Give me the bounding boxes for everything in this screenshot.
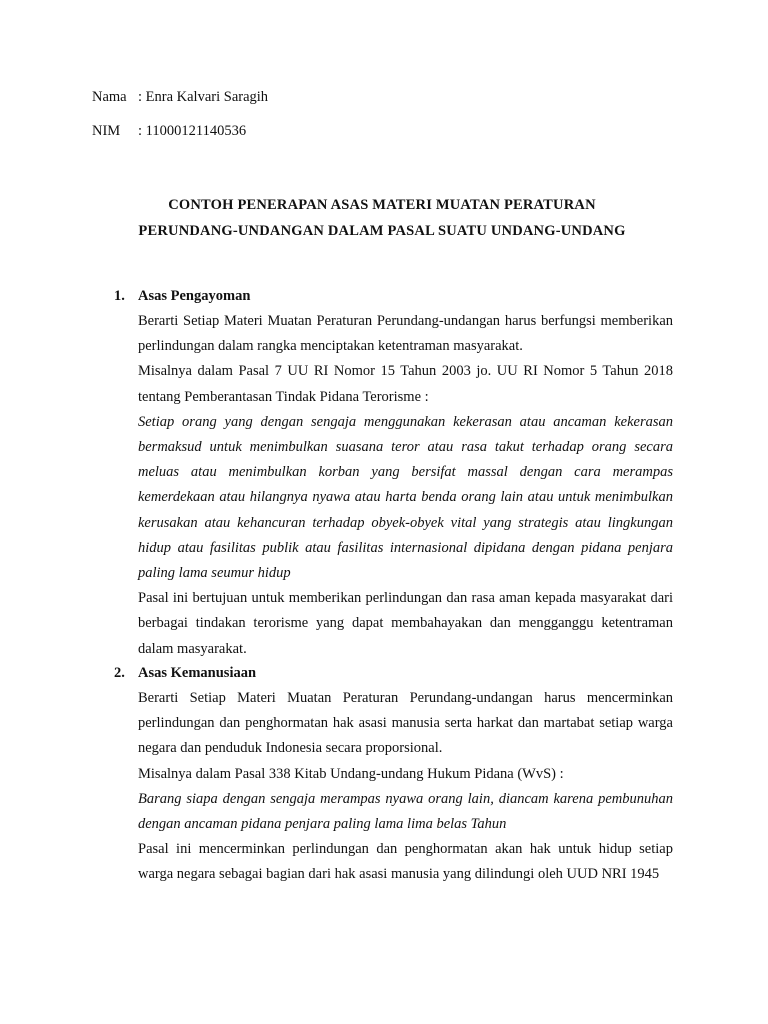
student-nim-row xyxy=(92,122,246,140)
section-asas-pengayoman xyxy=(114,284,673,662)
nim-value: : 11000121140536 xyxy=(138,123,247,139)
section-quote: Barang siapa dengan sengaja merampas nyawa orang lain, diancam karena pembunuhan dengan ancaman pidana penjara paling lama lima belas Tahun xyxy=(138,790,673,833)
section-example-intro: Misalnya dalam Pasal 7 UU RI Nomor 15 Tahun 2003 jo. UU RI Nomor 5 Tahun 2018 tentang Pemberantasan Tindak Pidana Terorisme : xyxy=(138,363,673,405)
section-quote: Setiap orang yang dengan sengaja menggunakan kekerasan atau ancaman kekerasan bermaksud untuk menimbulkan suasana teror atau rasa takut terhadap orang secara meluas atau menimbulkan korban yang bersifat massal dengan cara merampas kemerdekaan atau hilangnya nyawa atau harta benda orang lain atau untuk menimbulkan kerusakan atau kehancuran terhadap obyek-obyek vital yang strategis atau lingkungan hidup atau fasilitas publik atau fasilitas internasional dipidana dengan pidana penjara paling lama seumur hidup xyxy=(138,413,673,582)
nim-label: NIM xyxy=(92,123,121,139)
section-explanation: Pasal ini bertujuan untuk memberikan perlindungan dan rasa aman kepada masyarakat dari berbagai tindakan terorisme yang dapat membahayakan dan mengganggu ketentraman dalam masyarakat. xyxy=(138,590,673,657)
title-line-1: CONTOH PENERAPAN ASAS MATERI MUATAN PERATURAN xyxy=(168,197,596,213)
document-title xyxy=(92,192,672,244)
section-title: Asas Pengayoman xyxy=(138,288,251,304)
student-name-row xyxy=(92,88,268,106)
section-heading xyxy=(114,661,673,686)
name-label: Nama xyxy=(92,89,127,105)
section-definition: Berarti Setiap Materi Muatan Peraturan Perundang-undangan harus mencerminkan perlindungan dan penghormatan hak asasi manusia serta harkat dan martabat setiap warga negara dan penduduk Indonesia secara proporsional. xyxy=(138,690,673,757)
section-asas-kemanusiaan xyxy=(114,661,673,888)
section-explanation: Pasal ini mencerminkan perlindungan dan penghormatan akan hak untuk hidup setiap warga negara sebagai bagian dari hak asasi manusia yang dilindungi oleh UUD NRI 1945 xyxy=(138,841,673,883)
section-number: 2. xyxy=(114,665,125,681)
section-heading xyxy=(114,284,673,309)
title-line-2: PERUNDANG-UNDANGAN DALAM PASAL SUATU UNDANG-UNDANG xyxy=(138,223,626,239)
section-example-intro: Misalnya dalam Pasal 338 Kitab Undang-undang Hukum Pidana (WvS) : xyxy=(138,765,564,782)
section-number: 1. xyxy=(114,288,125,304)
name-value: : Enra Kalvari Saragih xyxy=(138,89,269,105)
section-definition: Berarti Setiap Materi Muatan Peraturan Perundang-undangan harus berfungsi memberikan perlindungan dalam rangka menciptakan ketentraman masyarakat. xyxy=(138,313,673,355)
section-title: Asas Kemanusiaan xyxy=(138,665,257,681)
